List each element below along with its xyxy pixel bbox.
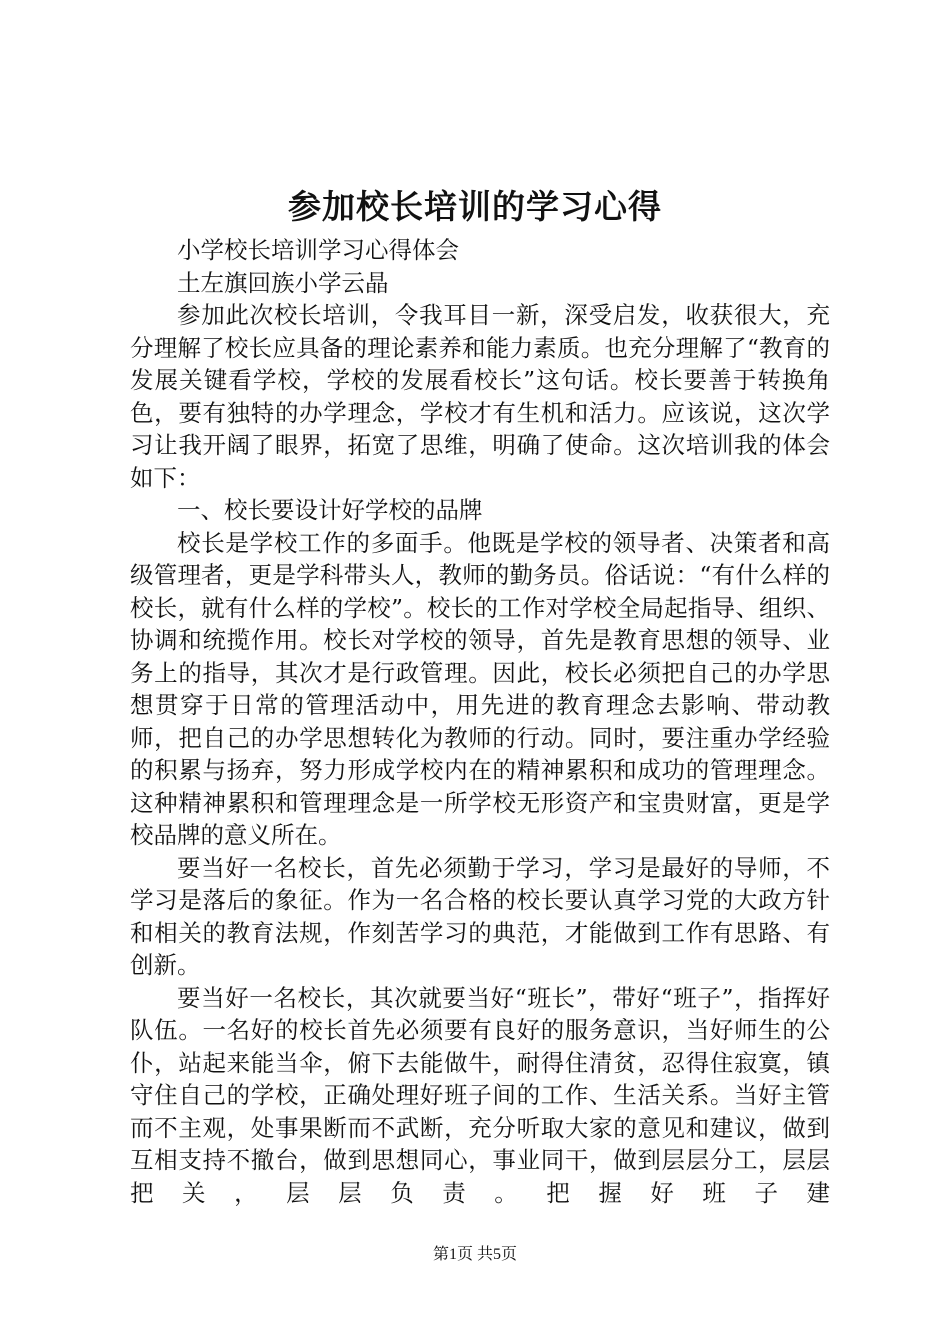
document-title: 参加校长培训的学习心得 (288, 187, 662, 226)
subtitle-line: 小学校长培训学习心得体会 (177, 236, 459, 264)
page-number-footer: 第1页 共5页 (432, 1246, 517, 1263)
document-body (130, 234, 830, 1209)
author-line: 土左旗回族小学云晶 (177, 268, 389, 297)
body-paragraph: 参加此次校长培训，令我耳目一新，深受启发，收获很大，充分理解了校长应具备的理论素养和能力素质。也充分理解了“教育的发展关键看学校，学校的发展看校长”这句话。校长要善于转换角色，要有独特的办学理念，学校才有生机和活力。应该说，这次学习让我开阔了眼界，拓宽了思维，明确了使命。这次培训我的体会如下： (130, 301, 830, 492)
body-paragraph: 要当好一名校长，其次就要当好“班长”，带好“班子”，指挥好队伍。一名好的校长首先必须要有良好的服务意识，当好师生的公仆，站起来能当伞，俯下去能做牛，耐得住清贫，忍得住寂寞，镇守住自己的学校，正确处理好班子间的工作、生活关系。当好主管而不主观，处事果断而不武断，充分听取大家的意见和建议，做到互相支持不撤台，做到思想同心，事业同干，做到层层分工，层层把关，层层负责。把握好班子建 (130, 983, 830, 1207)
body-paragraph: 要当好一名校长，首先必须勤于学习，学习是最好的导师，不学习是落后的象征。作为一名合格的校长要认真学习党的大政方针和相关的教育法规，作刻苦学习的典范，才能做到工作有思路、有创新。 (130, 853, 830, 979)
body-paragraph: 校长是学校工作的多面手。他既是学校的领导者、决策者和高级管理者，更是学科带头人，教师的勤务员。俗话说：“有什么样的校长，就有什么样的学校”。校长的工作对学校全局起指导、组织、协调和统揽作用。校长对学校的领导，首先是教育思想的领导、业务上的指导，其次才是行政管理。因此，校长必须把自己的办学思想贯穿于日常的管理活动中，用先进的教育理念去影响、带动教师，把自己的办学思想转化为教师的行动。同时，要注重办学经验的积累与扬弃，努力形成学校内在的精神累积和成功的管理理念。这种精神累积和管理理念是一所学校无形资产和宝贵财富，更是学校品牌的意义所在。 (130, 528, 830, 849)
section-heading: 一、校长要设计好学校的品牌 (177, 496, 483, 524)
